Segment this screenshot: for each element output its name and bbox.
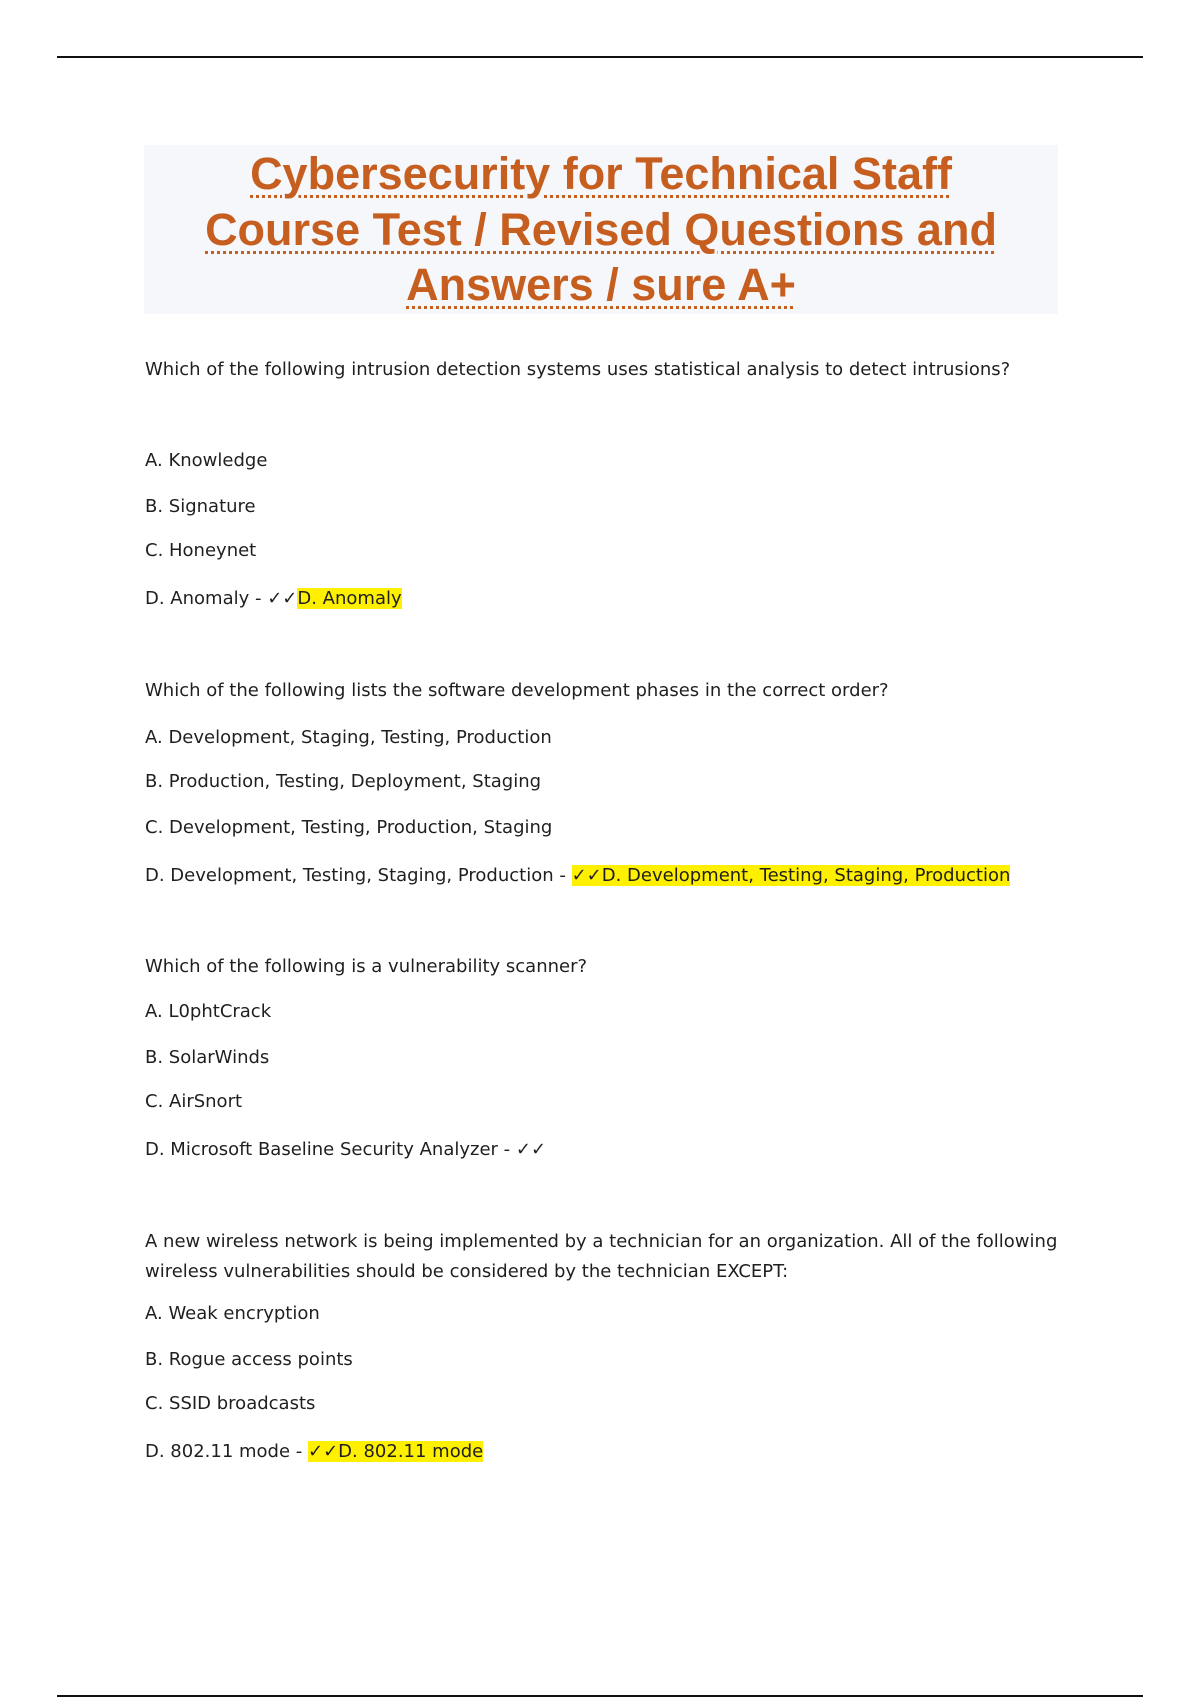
option-d <box>145 1135 1075 1165</box>
option-a: A. L0phtCrack <box>145 1001 272 1022</box>
checkmark-icon: ✓✓ <box>308 1441 339 1462</box>
option-d <box>145 1437 1075 1467</box>
option-d-text: D. Development, Testing, Staging, Production - <box>145 865 572 886</box>
question-text: Which of the following lists the software development phases in the correct order? <box>145 680 889 701</box>
checkmark-icon: ✓✓ <box>515 1139 547 1160</box>
option-b: B. Rogue access points <box>145 1349 353 1370</box>
question-block <box>145 1227 1075 1467</box>
option-d-text: D. Microsoft Baseline Security Analyzer - <box>145 1139 516 1160</box>
title-line-1: Cybersecurity for Technical Staff <box>250 148 952 199</box>
question-text: Which of the following intrusion detection systems uses statistical analysis to detect intrusions? <box>145 359 1011 380</box>
option-a: A. Knowledge <box>145 450 268 471</box>
question-block <box>145 952 1075 1165</box>
option-b: B. Production, Testing, Deployment, Staging <box>145 771 542 792</box>
title-line-3: Answers / sure A+ <box>406 259 796 310</box>
option-c: C. AirSnort <box>145 1091 243 1112</box>
option-c: C. Honeynet <box>145 540 257 561</box>
answer-highlight: D. Development, Testing, Staging, Production <box>601 865 1011 886</box>
answer-highlight: D. Anomaly <box>297 588 402 609</box>
option-c: C. SSID broadcasts <box>145 1393 316 1414</box>
option-c: C. Development, Testing, Production, Staging <box>145 817 553 838</box>
checkmark-icon: ✓✓ <box>571 865 602 886</box>
option-d-text: D. 802.11 mode - <box>145 1441 308 1462</box>
option-a: A. Development, Staging, Testing, Production <box>145 727 552 748</box>
answer-highlight: D. 802.11 mode <box>338 1441 484 1462</box>
checkmark-icon: ✓✓ <box>267 588 298 609</box>
option-d <box>145 861 1075 891</box>
bottom-rule <box>57 1695 1143 1697</box>
document-title <box>144 145 1058 314</box>
question-block <box>145 355 1075 614</box>
option-b: B. Signature <box>145 496 256 517</box>
question-text: A new wireless network is being implemented by a technician for an organization. All of the following wireless vulnerabilities should be considered by the technician EXCEPT: <box>145 1231 1058 1282</box>
question-block <box>145 676 1075 891</box>
option-d-text: D. Anomaly - <box>145 588 268 609</box>
top-rule <box>57 56 1143 58</box>
option-b: B. SolarWinds <box>145 1047 270 1068</box>
question-text: Which of the following is a vulnerability scanner? <box>145 956 588 977</box>
option-a: A. Weak encryption <box>145 1303 320 1324</box>
option-d <box>145 584 1075 614</box>
title-line-2: Course Test / Revised Questions and <box>205 204 997 255</box>
